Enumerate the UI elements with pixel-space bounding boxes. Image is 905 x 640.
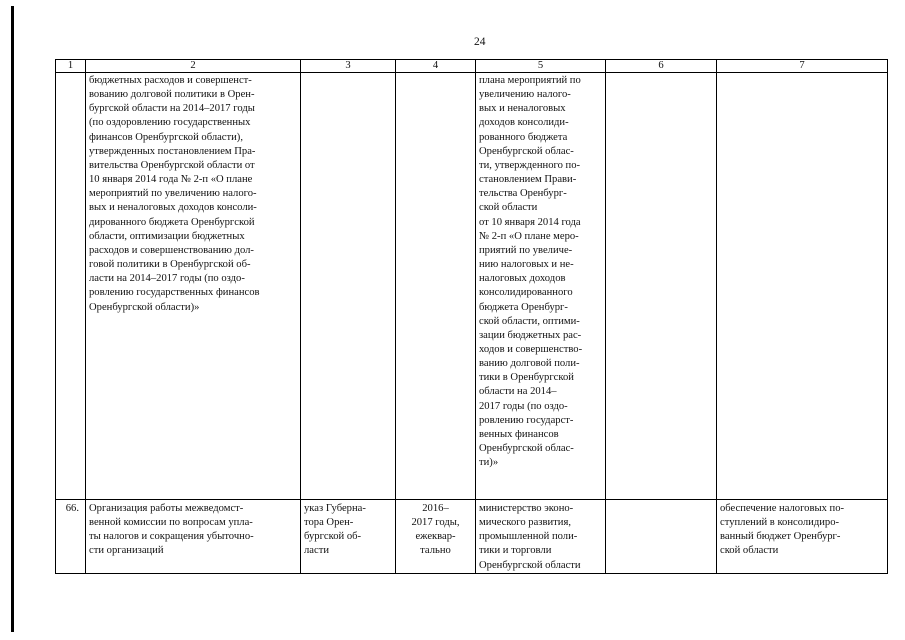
text-line: венных финансов — [479, 428, 559, 440]
text-line: ской области, оптими- — [479, 315, 580, 327]
result-cell — [717, 73, 888, 500]
header-cell: 6 — [606, 60, 717, 73]
text-line: нию налоговых и не- — [479, 259, 574, 271]
basis-cell — [301, 500, 396, 574]
executor-cell — [476, 73, 606, 500]
text-line: финансов Оренбургской области), — [89, 131, 243, 143]
period-cell — [396, 73, 476, 500]
text-line: бургской области на 2014–2017 годы — [89, 103, 255, 115]
text-line: дированного бюджета Оренбургской — [89, 216, 255, 228]
table-row — [56, 500, 888, 574]
empty-cell — [606, 73, 717, 500]
measure-cell — [86, 500, 301, 574]
binding-edge — [11, 6, 14, 632]
text-line: налоговых доходов — [479, 273, 566, 285]
text-line: утвержденных постановлением Пра- — [89, 145, 256, 157]
text-line: бюджетных расходов и совершенст- — [89, 75, 252, 86]
text-line: плана мероприятий по — [479, 75, 581, 86]
text-line: 2017 годы (по оздо- — [479, 400, 568, 412]
text-line: увеличению налого- — [479, 89, 571, 101]
text-line: расходов и совершенствованию дол- — [89, 244, 254, 256]
text-line: мероприятий по увеличению налого- — [89, 188, 257, 200]
basis-cell — [301, 73, 396, 500]
text-line: говой политики в Оренбургской об- — [89, 259, 251, 271]
text-line: ровлению государственных финансов — [89, 287, 260, 299]
row-number-cell — [56, 73, 86, 500]
text-line: тально — [420, 545, 451, 557]
text-line: 2016– — [422, 503, 449, 514]
table-row — [56, 73, 888, 500]
header-row — [56, 60, 888, 73]
measure-cell — [86, 73, 301, 500]
text-line: указ Губерна- — [304, 503, 366, 514]
text-line: сти организаций — [89, 545, 164, 557]
text-line: министерство эконо- — [479, 503, 574, 514]
text-line: ходов и совершенство- — [479, 343, 583, 355]
text-line: ступлений в консолидиро- — [720, 517, 840, 529]
text-line: консолидированного — [479, 287, 573, 299]
text-line: бургской об- — [304, 531, 362, 543]
text-line: Организация работы межведомст- — [89, 503, 244, 514]
text-line: ванный бюджет Оренбург- — [720, 531, 841, 543]
text-line: тики в Оренбургской — [479, 372, 574, 384]
text-line: от 10 января 2014 года — [479, 216, 581, 228]
text-line: ежеквар- — [415, 531, 456, 543]
text-line: приятий по увеличе- — [479, 244, 573, 256]
text-line: тельства Оренбург- — [479, 188, 567, 200]
header-cell: 5 — [476, 60, 606, 73]
text-line: ти, утвержденного по- — [479, 159, 581, 171]
text-line: области, оптимизации бюджетных — [89, 230, 245, 242]
text-line: Оренбургской области)» — [89, 301, 200, 313]
text-line: ласти на 2014–2017 годы (по оздо- — [89, 273, 245, 285]
text-line: обеспечение налоговых по- — [720, 503, 845, 514]
text-line: 2017 годы, — [411, 517, 460, 529]
text-line: ти)» — [479, 457, 499, 469]
period-cell — [396, 500, 476, 574]
text-line: № 2-п «О плане меро- — [479, 230, 579, 242]
empty-cell — [606, 500, 717, 574]
text-line: Оренбургской облас- — [479, 145, 574, 157]
text-line: доходов консолиди- — [479, 117, 569, 129]
executor-cell — [476, 500, 606, 574]
header-cell: 4 — [396, 60, 476, 73]
row-number-cell: 66. — [56, 500, 86, 574]
text-line: ровлению государст- — [479, 414, 574, 426]
text-line: вых и неналоговых доходов консоли- — [89, 202, 257, 214]
text-line: тора Орен- — [304, 517, 354, 529]
result-cell — [717, 500, 888, 574]
header-cell: 1 — [56, 60, 86, 73]
header-cell: 3 — [301, 60, 396, 73]
text-line: рованного бюджета — [479, 131, 568, 143]
text-line: вых и неналоговых — [479, 103, 566, 115]
text-line: зации бюджетных рас- — [479, 329, 582, 341]
text-line: (по оздоровлению государственных — [89, 117, 251, 129]
text-line: мического развития, — [479, 517, 571, 529]
text-line: тики и торговли — [479, 545, 552, 557]
text-line: вительства Оренбургской области от — [89, 159, 255, 171]
text-line: ты налогов и сокращения убыточно- — [89, 531, 254, 543]
text-line: ской области — [720, 545, 779, 557]
text-line: Оренбургской облас- — [479, 443, 574, 455]
text-line: ванию долговой поли- — [479, 358, 580, 370]
text-line: ской области — [479, 202, 538, 214]
text-line: бюджета Оренбург- — [479, 301, 568, 313]
text-line: венной комиссии по вопросам упла- — [89, 517, 253, 529]
text-line: 10 января 2014 года № 2-п «О плане — [89, 174, 253, 186]
page-number: 24 — [474, 36, 486, 48]
header-cell: 7 — [717, 60, 888, 73]
header-cell: 2 — [86, 60, 301, 73]
text-line: области на 2014– — [479, 386, 557, 398]
measures-table — [55, 59, 888, 574]
text-line: Оренбургской области — [479, 559, 581, 571]
text-line: ласти — [304, 545, 329, 557]
text-line: становлением Прави- — [479, 174, 577, 186]
text-line: промышленной поли- — [479, 531, 578, 543]
text-line: вованию долговой политики в Орен- — [89, 89, 255, 101]
